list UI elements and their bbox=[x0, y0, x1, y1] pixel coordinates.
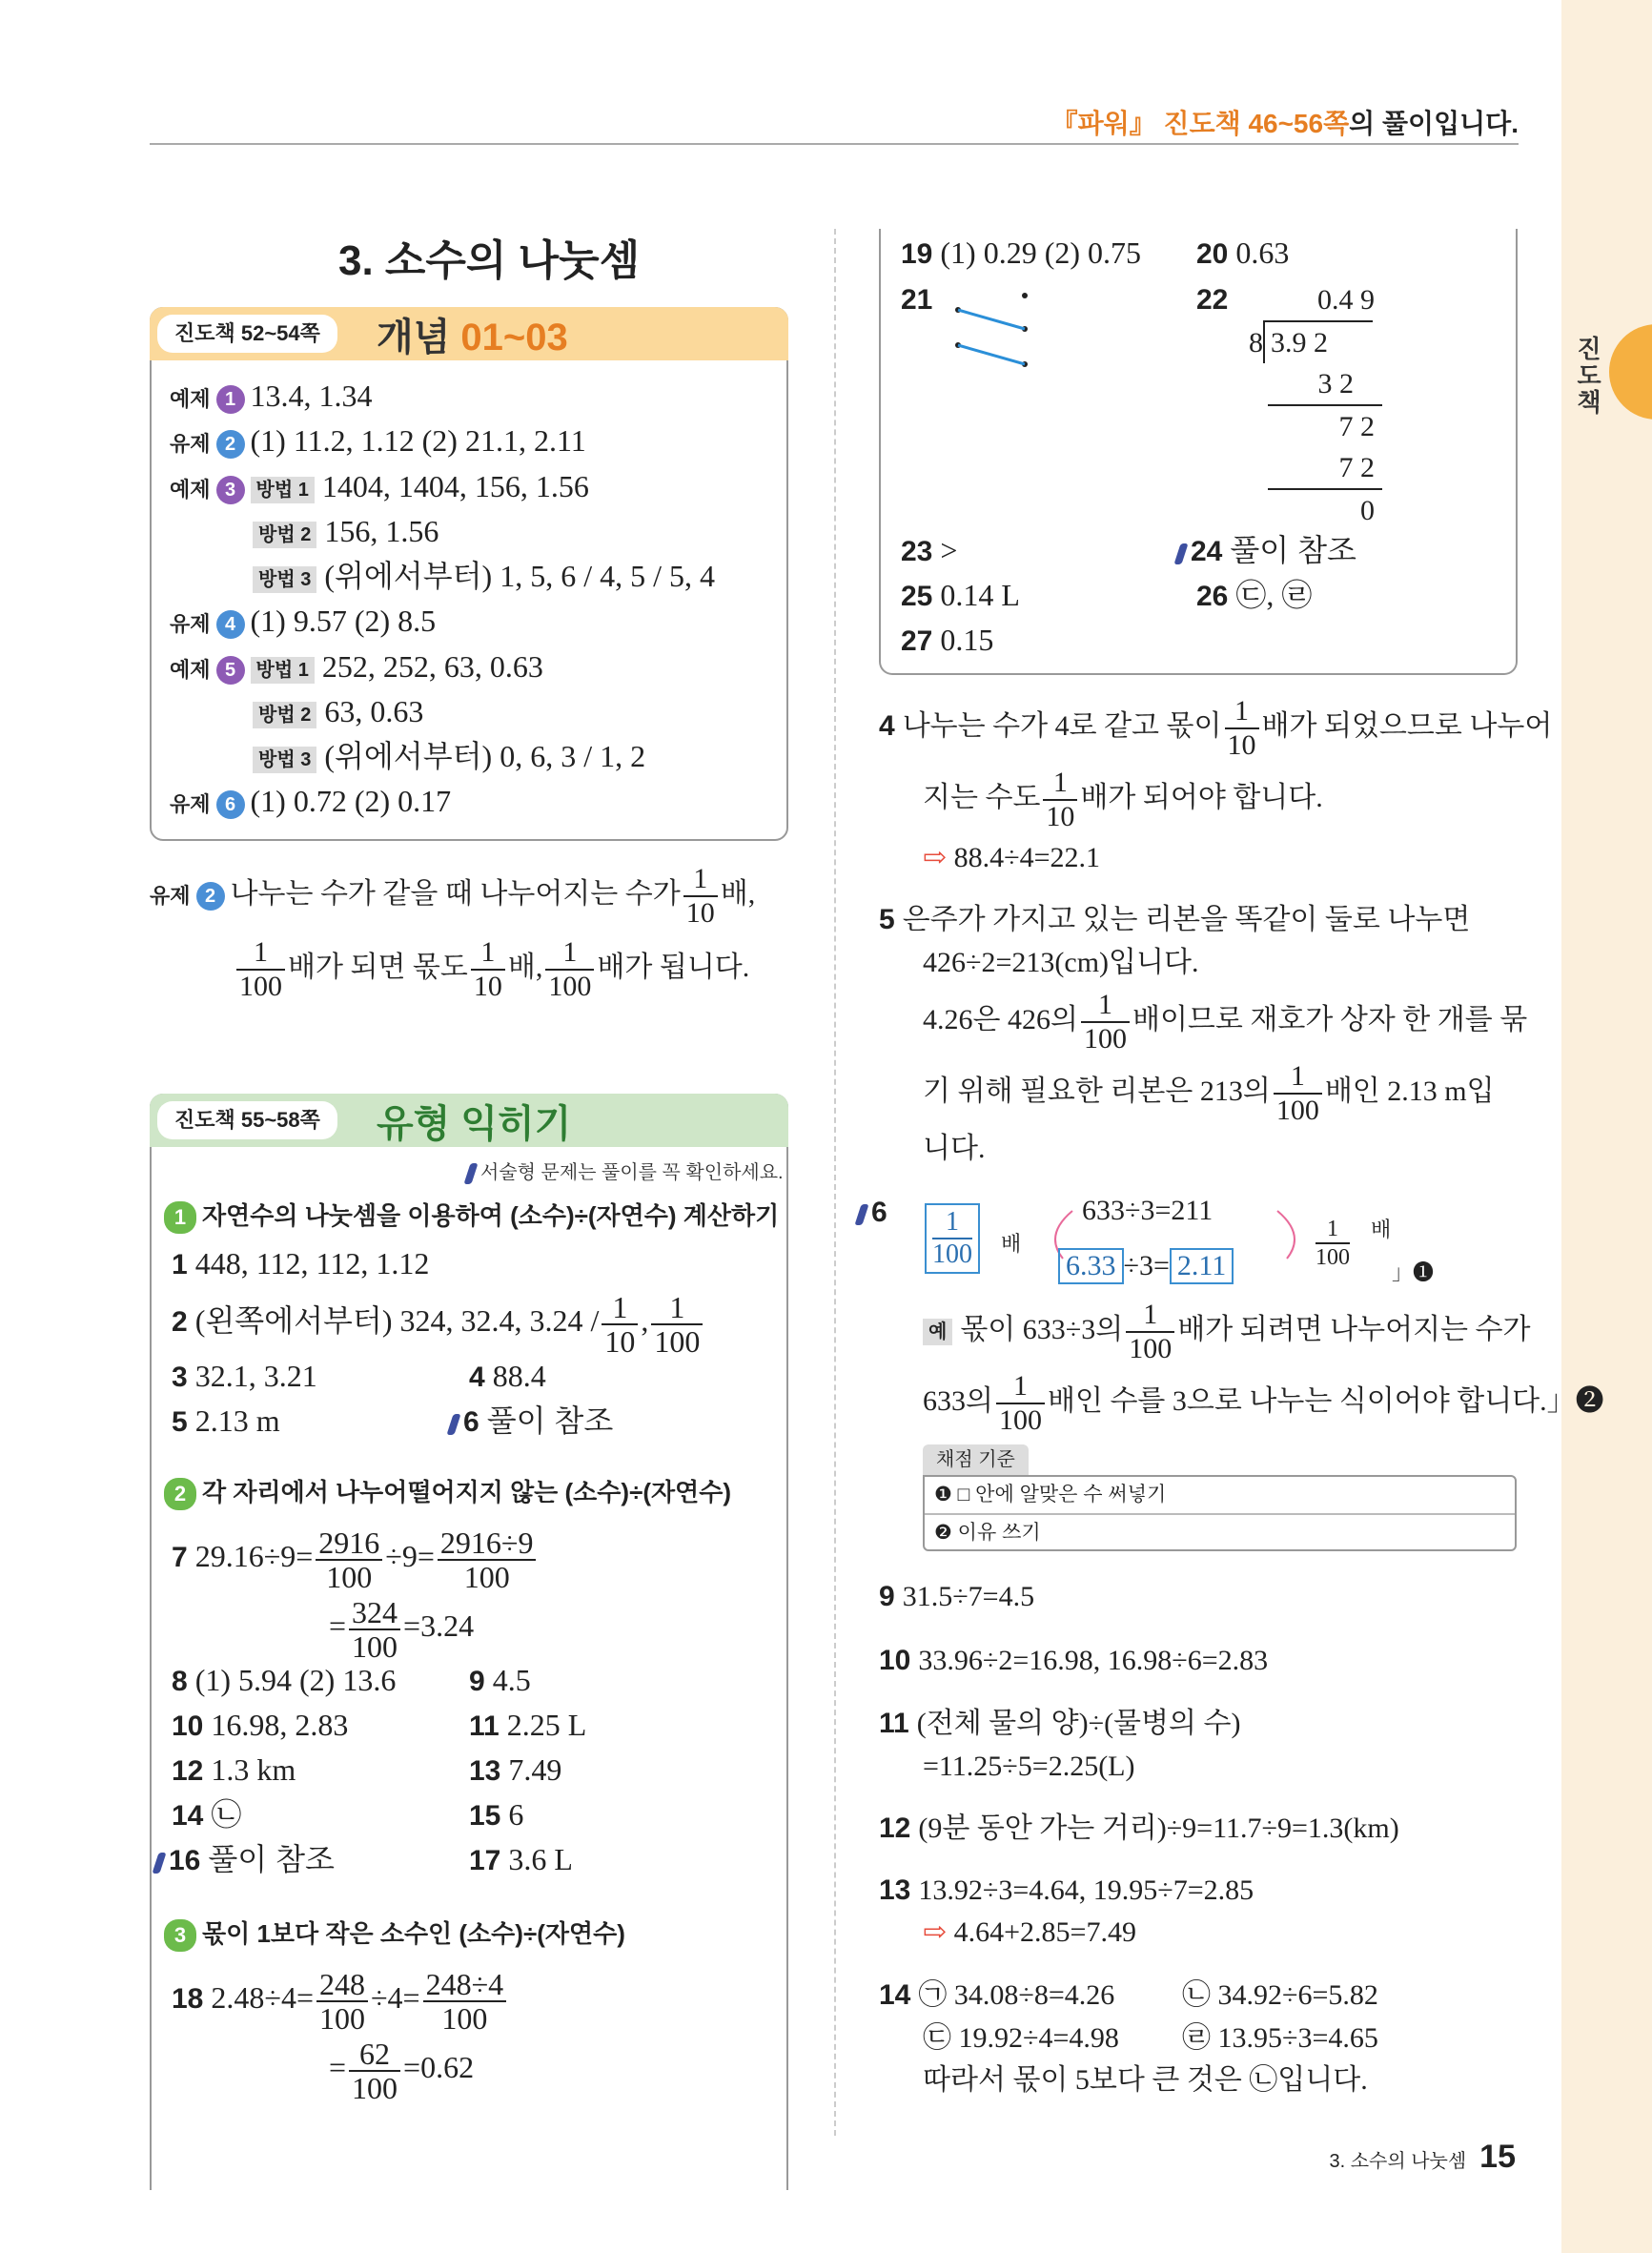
type-heading: 유형 익히기 bbox=[377, 1103, 572, 1145]
type-ref: 진도책 55~58쪽 bbox=[157, 1101, 337, 1139]
page-number: 15 bbox=[1479, 2139, 1516, 2175]
solution-13-cont: ⇨ 4.64+2.85=7.49 bbox=[923, 1916, 1136, 1948]
solution-6-num: 6 bbox=[858, 1192, 895, 1232]
answer-23: 23 > bbox=[901, 533, 958, 567]
div-dividend: 3.9 2 bbox=[1263, 320, 1373, 363]
fraction-1-100: 1 100 bbox=[1315, 1217, 1350, 1270]
answer-12: 12 1.3 km bbox=[172, 1752, 296, 1787]
header-rule bbox=[150, 143, 1519, 145]
answer-11: 11 2.25 L bbox=[469, 1708, 587, 1742]
solution-4-line: 지는 수도 $\frac{1}{10}$ 배가 되어야 합니다. bbox=[923, 767, 1323, 833]
solution-5-line: 4.26은 426의 $\frac{1}{100}$ 배이므로 재호가 상자 한 개를 묶 bbox=[923, 989, 1528, 1055]
solution-4-result: ⇨ 88.4÷4=22.1 bbox=[923, 842, 1101, 873]
answer-18: 18 2.48÷4= $\frac{248}{100}$ ÷4= $\frac{248\div 4}{100}$ bbox=[172, 1959, 509, 2038]
answer-25: 25 0.14 L bbox=[901, 578, 1020, 612]
header-suffix: 의 풀이입니다. bbox=[1349, 109, 1519, 138]
section-2-title: 2 각 자리에서 나누어떨어지지 않는 (소수)÷(자연수) bbox=[164, 1473, 731, 1510]
answer-4: 4 88.4 bbox=[469, 1359, 546, 1393]
solution-5-line: 5 은주가 가지고 있는 리본을 똑같이 둘로 나누면 bbox=[879, 904, 1471, 935]
footer-chapter: 3. 소수의 나눗셈 bbox=[1329, 2151, 1467, 2172]
answer-7: 7 29.16÷9= $\frac{2916}{100}$ ÷9= $\frac{2916\div 9}{100}$ bbox=[172, 1518, 539, 1596]
solution-9: 9 31.5÷7=4.5 bbox=[879, 1581, 1035, 1612]
list-item: 예제 1 13.4, 1.34 bbox=[170, 379, 373, 413]
concept-heading-num: 01~03 bbox=[460, 317, 568, 358]
answer-19: 19 (1) 0.29 (2) 0.75 bbox=[901, 236, 1141, 270]
criteria-title: 채점 기준 bbox=[923, 1444, 1029, 1475]
note-line: 유제 2 나누는 수가 같을 때 나누어지는 수가 $\frac{1}{10}$ 배, bbox=[150, 863, 756, 929]
answer-18-cont: = $\frac{62}{100}$ =0.62 bbox=[329, 2036, 475, 2105]
answer-10: 10 16.98, 2.83 bbox=[172, 1708, 349, 1742]
list-item: 방법 2 156, 1.56 bbox=[253, 512, 438, 550]
end-mark: 」❶ bbox=[1392, 1260, 1435, 1284]
div-divisor: 8 bbox=[1249, 327, 1263, 358]
answer-1: 1 448, 112, 112, 1.12 bbox=[172, 1246, 430, 1280]
bae-label: 배 bbox=[1371, 1218, 1392, 1241]
concept-heading-text: 개념 bbox=[377, 317, 451, 358]
list-item: 예제 3 방법 1 1404, 1404, 156, 1.56 bbox=[170, 469, 589, 503]
page-header bbox=[1051, 103, 1519, 141]
list-item: 방법 3 (위에서부터) 0, 6, 3 / 1, 2 bbox=[253, 737, 645, 775]
div-step: 7 2 bbox=[1338, 411, 1375, 442]
solution-6-example: 예 몫이 633÷3의 $\frac{1}{100}$ 배가 되려면 나누어지는 수가 bbox=[923, 1292, 1531, 1368]
criteria-row: ❶ □ 안에 알맞은 수 써넣기 bbox=[925, 1477, 1515, 1515]
list-item: 유제 4 (1) 9.57 (2) 8.5 bbox=[170, 604, 437, 638]
solution-11: 11 (전체 물의 양)÷(물병의 수) bbox=[879, 1708, 1241, 1739]
answer-17: 17 3.6 L bbox=[469, 1842, 573, 1876]
answer-24: 24 풀이 참조 bbox=[1177, 531, 1356, 571]
solution-5-line: 426÷2=213(cm)입니다. bbox=[923, 947, 1199, 978]
list-item: 유제 2 (1) 11.2, 1.12 (2) 21.1, 2.11 bbox=[170, 423, 586, 458]
answer-20: 20 0.63 bbox=[1196, 236, 1290, 270]
solution-6-eq: 6.33 ÷3= 2.11 bbox=[1058, 1247, 1234, 1285]
criteria-table bbox=[923, 1475, 1517, 1551]
solution-14-d: ㉣ 13.95÷3=4.65 bbox=[1182, 2022, 1378, 2054]
bae-label: 배 bbox=[1001, 1232, 1022, 1256]
list-item: 방법 3 (위에서부터) 1, 5, 6 / 4, 5 / 5, 4 bbox=[253, 557, 715, 595]
criteria-row: ❷ 이유 쓰기 bbox=[934, 1522, 1041, 1544]
answer-16: 16 풀이 참조 bbox=[155, 1840, 335, 1880]
div-remainder: 0 bbox=[1360, 495, 1375, 526]
list-item: 예제 5 방법 1 252, 252, 63, 0.63 bbox=[170, 649, 543, 684]
long-division bbox=[1249, 279, 1382, 531]
div-quotient: 0.4 9 bbox=[1317, 284, 1375, 316]
list-item: 방법 2 63, 0.63 bbox=[253, 692, 423, 730]
side-tab-label: 진도책 bbox=[1577, 335, 1601, 417]
answer-21: 21 bbox=[901, 284, 933, 316]
answer-5: 5 2.13 m bbox=[172, 1403, 280, 1438]
answer-27: 27 0.15 bbox=[901, 623, 994, 657]
solution-4-line: 4 나누는 수가 4로 같고 몫이 $\frac{1}{10}$ 배가 되었으므로 나누어 bbox=[879, 695, 1553, 762]
answer-9: 9 4.5 bbox=[469, 1663, 531, 1697]
list-item: 유제 6 (1) 0.72 (2) 0.17 bbox=[170, 784, 452, 818]
answer-22: 22 bbox=[1196, 284, 1229, 316]
answer-8: 8 (1) 5.94 (2) 13.6 bbox=[172, 1663, 397, 1697]
answer-13: 13 7.49 bbox=[469, 1752, 562, 1787]
section-1-title: 1 자연수의 나눗셈을 이용하여 (소수)÷(자연수) 계산하기 bbox=[164, 1197, 779, 1234]
div-step: 3 2 bbox=[1268, 363, 1382, 406]
solution-14-c: ㉢ 19.92÷4=4.98 bbox=[923, 2022, 1119, 2054]
column-divider bbox=[834, 229, 836, 2136]
solution-14-b: ㉡ 34.92÷6=5.82 bbox=[1182, 1979, 1378, 2011]
section-3-title: 3 몫이 1보다 작은 소수인 (소수)÷(자연수) bbox=[164, 1915, 625, 1952]
answer-3: 3 32.1, 3.21 bbox=[172, 1359, 317, 1393]
note-line: $\frac{1}{100}$ 배가 되면 몫도 $\frac{1}{10}$ 배, $\frac{1}{100}$ 배가 됩니다. bbox=[234, 936, 749, 1003]
matching-lines bbox=[948, 286, 1044, 372]
concept-heading bbox=[377, 307, 568, 361]
answer-26: 26 ㉢, ㉣ bbox=[1196, 578, 1313, 612]
chapter-title: 3. 소수의 나눗셈 bbox=[338, 237, 641, 284]
div-step: 7 2 bbox=[1268, 447, 1382, 490]
answer-7-cont: = $\frac{324}{100}$ =3.24 bbox=[329, 1594, 475, 1664]
solution-12: 12 (9분 동안 가는 거리)÷9=11.7÷9=1.3(km) bbox=[879, 1813, 1399, 1844]
solution-5-line: 기 위해 필요한 리본은 213의 $\frac{1}{100}$ 배인 2.13 m입 bbox=[923, 1060, 1495, 1127]
page-footer bbox=[1329, 2139, 1516, 2176]
solution-14-e: 따라서 몫이 5보다 큰 것은 ㉡입니다. bbox=[923, 2064, 1368, 2096]
answer-6: 6 풀이 참조 bbox=[450, 1402, 613, 1442]
solution-6-top: 633÷3=211 bbox=[1082, 1195, 1214, 1226]
type-note: 서술형 문제는 풀이를 꼭 확인하세요. bbox=[467, 1157, 784, 1184]
solution-6-example: 633의 $\frac{1}{100}$ 배인 수를 3으로 나누는 식이어야 합니다.」❷ bbox=[923, 1370, 1604, 1437]
solution-5-line: 니다. bbox=[923, 1133, 986, 1164]
header-book: 『파워』 진도책 46~56쪽 bbox=[1050, 109, 1350, 138]
solution-10: 10 33.96÷2=16.98, 16.98÷6=2.83 bbox=[879, 1645, 1269, 1676]
answer-2: 2 (왼쪽에서부터) 324, 32.4, 3.24 / $\frac{1}{10}$ , $\frac{1}{100}$ bbox=[172, 1282, 705, 1361]
solution-14: 14 ㉠ 34.08÷8=4.26 bbox=[879, 1979, 1115, 2011]
div-line bbox=[1249, 320, 1382, 363]
answer-15: 15 6 bbox=[469, 1797, 524, 1832]
answer-14: 14 ㉡ bbox=[172, 1797, 242, 1832]
answer-box-fraction: 1 100 bbox=[925, 1203, 980, 1274]
concept-ref: 진도책 52~54쪽 bbox=[157, 315, 337, 353]
solution-11-cont: =11.25÷5=2.25(L) bbox=[923, 1751, 1135, 1782]
solution-13: 13 13.92÷3=4.64, 19.95÷7=2.85 bbox=[879, 1874, 1254, 1906]
